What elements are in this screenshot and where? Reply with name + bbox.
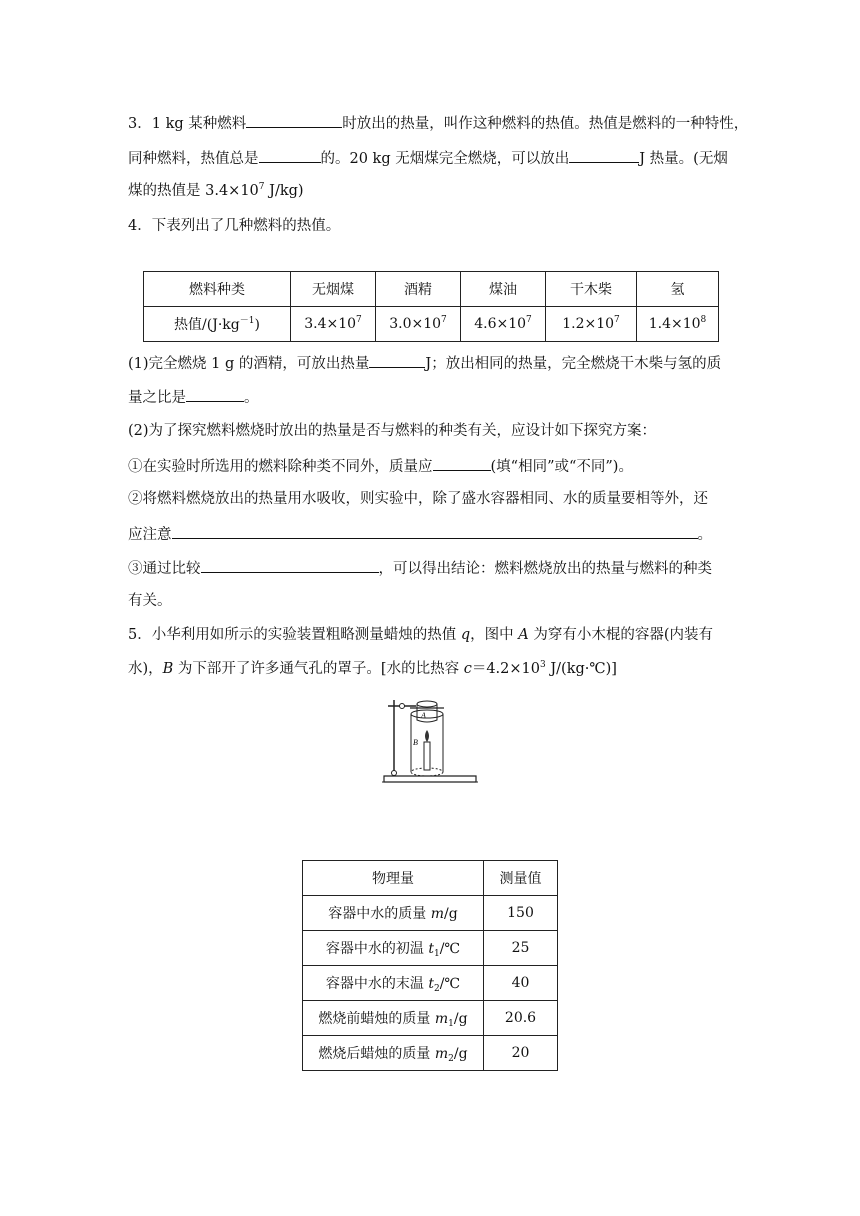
quantity-unit: /℃: [439, 976, 461, 992]
table-cell: [303, 966, 484, 1001]
row-label-end: ): [254, 317, 260, 333]
q4-s2-text-b: 应注意: [128, 527, 172, 543]
table-cell: [303, 931, 484, 966]
table-header-row: [144, 272, 719, 307]
measurement-table: [302, 860, 558, 1071]
q3-line-3: [128, 181, 304, 201]
q3-number: 3．: [128, 116, 152, 132]
table-row-label: [144, 307, 291, 342]
quantity-text: 容器中水的质量: [328, 906, 431, 922]
q4-s3-text-a: ③通过比较: [128, 561, 201, 577]
q5-text-b: ，图中: [470, 627, 519, 643]
q4-p1-text-a: (1)完全燃烧 1 g 的酒精，可放出热量: [128, 356, 370, 372]
q5-var-B: B: [162, 661, 174, 677]
quantity-var: m: [434, 1011, 449, 1027]
q4-step-2-line-1: ②将燃料燃烧放出的热量用水吸收，则实验中，除了盛水容器相同、水的质量要相等外，还: [128, 491, 708, 507]
value-exponent: 7: [356, 315, 362, 325]
quantity-unit: /℃: [439, 941, 461, 957]
q5-text-a: 5．小华利用如所示的实验装置粗略测量蜡烛的热值: [128, 627, 461, 643]
q3-text-e: J 热量。(无烟: [639, 151, 728, 167]
table-header-cell: 物理量: [303, 861, 484, 896]
candle-apparatus-figure: [380, 690, 480, 790]
table-cell: [637, 307, 719, 342]
q4-p1-blank-2[interactable]: [186, 386, 244, 402]
table-cell: [461, 307, 546, 342]
q4-s1-blank[interactable]: [433, 455, 491, 471]
q4-step-3-line-2: 有关。: [128, 593, 172, 609]
apparatus-base: [384, 776, 476, 782]
q5-text-c: 为穿有小木棍的容器(内装有: [528, 627, 713, 643]
q3-text-a: 1 kg 某种燃料: [151, 116, 247, 132]
q5-text-d: 水)，: [128, 661, 163, 677]
q5-var-c: c: [463, 661, 472, 677]
table-row: [303, 966, 558, 1001]
table-cell: [303, 1001, 484, 1036]
table-header-cell: 燃料种类: [144, 272, 291, 307]
q4-p1-text-b: J；放出相同的热量，完全燃烧干木柴与氢的质: [425, 356, 722, 372]
table-header-cell: 测量值: [484, 861, 558, 896]
value-mantissa: 1.4×10: [648, 316, 701, 332]
q4-part2-stem: (2)为了探究燃料燃烧时放出的热量是否与燃料的种类有关，应设计如下探究方案：: [128, 423, 657, 439]
quantity-unit: /g: [453, 1046, 468, 1062]
q4-step-3-line-1: [128, 557, 712, 579]
table-header-cell: 干木柴: [546, 272, 637, 307]
quantity-text: 燃烧前蜡烛的质量: [318, 1011, 435, 1027]
quantity-unit: /g: [444, 906, 458, 922]
clamp-knob: [400, 704, 405, 709]
q3-blank-2[interactable]: [259, 147, 321, 163]
fuel-heat-value-table: [143, 271, 719, 342]
q3-text-c: 同种燃料，热值总是: [128, 151, 259, 167]
table-header-cell: 氢: [637, 272, 719, 307]
q4-s1-text-a: ①在实验时所选用的燃料除种类不同外，质量应: [128, 459, 433, 475]
q5-var-A: A: [518, 627, 529, 643]
table-header-cell: 无烟煤: [291, 272, 376, 307]
q3-text-f: 煤的热值是 3.4×10: [128, 183, 259, 199]
table-header-cell: 酒精: [376, 272, 461, 307]
q4-p1-blank-1[interactable]: [369, 352, 425, 368]
row-label-exponent: －1: [239, 316, 255, 326]
table-header-row: [303, 861, 558, 896]
q4-s1-text-b: (填“相同”或“不同”)。: [490, 459, 633, 475]
quantity-var: t: [428, 976, 434, 992]
q3-exponent: 7: [258, 182, 265, 192]
quantity-var: m: [434, 1046, 449, 1062]
q4-part1-line-1: [128, 352, 721, 374]
value-mantissa: 1.2×10: [562, 316, 615, 332]
table-header-cell: 煤油: [461, 272, 546, 307]
q3-line-1: [128, 112, 748, 134]
q4-s3-blank[interactable]: [201, 557, 379, 573]
value-exponent: 7: [526, 315, 532, 325]
table-row: [303, 931, 558, 966]
label-A: A: [421, 711, 426, 720]
quantity-sub: 2: [433, 984, 440, 994]
q4-stem: 4．下表列出了几种燃料的热值。: [128, 218, 341, 234]
table-row: [303, 896, 558, 931]
table-row: [303, 1001, 558, 1036]
candle-flame: [425, 730, 429, 742]
q5-var-q: q: [460, 627, 471, 643]
q4-s3-text-b: ，可以得出结论：燃料燃烧放出的热量与燃料的种类: [378, 561, 712, 577]
q5-line-1: [128, 625, 713, 645]
stand-foot: [392, 771, 397, 776]
q5-exponent: 3: [540, 660, 546, 670]
table-cell: 25: [484, 931, 558, 966]
quantity-sub: 2: [448, 1054, 454, 1064]
q5-line-2: [128, 659, 617, 679]
q4-part1-line-2: [128, 386, 259, 408]
q5-text-e: 为下部开了许多通气孔的罩子。[水的比热容: [173, 661, 464, 677]
value-exponent: 7: [441, 315, 447, 325]
quantity-var: t: [428, 941, 434, 957]
q5-text-f: ＝4.2×10: [471, 661, 540, 677]
table-cell: [546, 307, 637, 342]
quantity-sub: 1: [433, 949, 440, 959]
q4-s2-blank[interactable]: [172, 523, 698, 539]
value-exponent: 7: [614, 315, 620, 325]
table-cell: [291, 307, 376, 342]
q4-p1-text-c: 量之比是: [128, 390, 186, 406]
value-mantissa: 4.6×10: [474, 316, 527, 332]
container-top: [417, 701, 437, 707]
quantity-text: 容器中水的初温: [325, 941, 429, 957]
q4-step-2-line-2: [128, 523, 712, 545]
table-row: [144, 307, 719, 342]
candle: [424, 742, 430, 770]
table-cell: 20: [484, 1036, 558, 1071]
q3-line-2: [128, 147, 728, 169]
table-cell: 20.6: [484, 1001, 558, 1036]
q3-text-b: 时放出的热量，叫作这种燃料的热值。热值是燃料的一种特性，: [342, 116, 749, 132]
cover-top: [411, 710, 443, 718]
q3-text-g: J/kg): [264, 183, 304, 199]
table-row: [303, 1036, 558, 1071]
q4-step-1: [128, 455, 633, 477]
quantity-sub: 1: [448, 1019, 454, 1029]
q3-blank-1[interactable]: [246, 112, 342, 128]
table-cell: 150: [484, 896, 558, 931]
q5-text-g: J/(kg·℃)]: [545, 661, 617, 677]
quantity-var: m: [430, 906, 445, 922]
table-cell: [303, 896, 484, 931]
value-mantissa: 3.4×10: [304, 316, 357, 332]
table-cell: 40: [484, 966, 558, 1001]
value-mantissa: 3.0×10: [389, 316, 442, 332]
value-exponent: 8: [700, 315, 707, 325]
label-B: B: [413, 738, 418, 747]
quantity-text: 容器中水的末温: [325, 976, 429, 992]
q4-p1-text-d: 。: [244, 390, 259, 406]
q4-s2-text-c: 。: [697, 527, 712, 543]
table-cell: [376, 307, 461, 342]
quantity-text: 燃烧后蜡烛的质量: [318, 1046, 435, 1062]
quantity-unit: /g: [453, 1011, 468, 1027]
q3-blank-3[interactable]: [569, 147, 639, 163]
row-label-text: 热值/(J·kg: [174, 317, 240, 333]
q3-text-d: 的。20 kg 无烟煤完全燃烧，可以放出: [320, 151, 570, 167]
table-cell: [303, 1036, 484, 1071]
